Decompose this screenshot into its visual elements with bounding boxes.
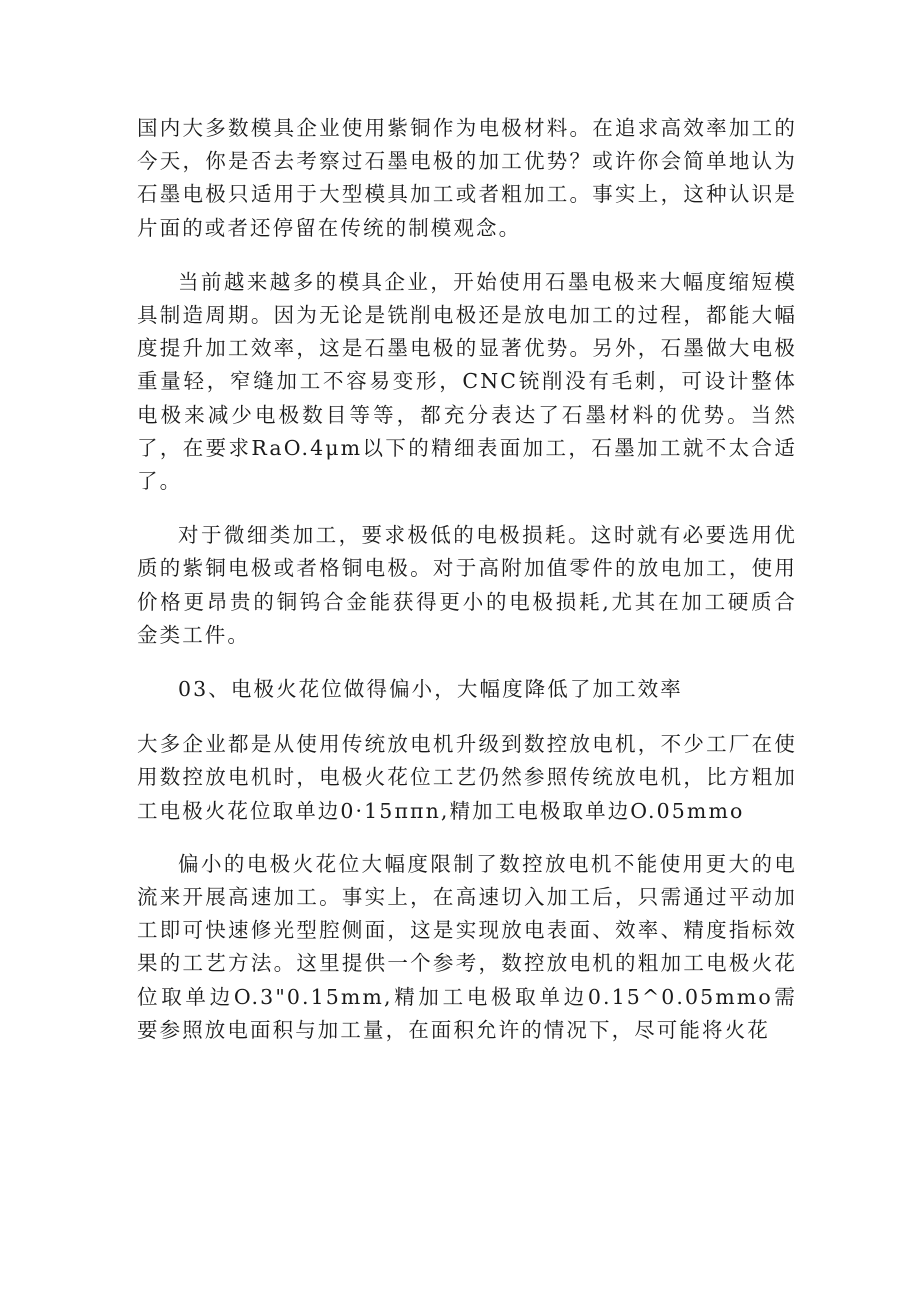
paragraph-cnc-upgrade: 大多企业都是从使用传统放电机升级到数控放电机，不少工厂在使用数控放电机时，电极火花位工艺仍然参照传统放电机，比方粗加工电极火花位取单边0·15ππn,精加工电极取单边O.05mmo — [137, 732, 797, 823]
paragraph-graphite-intro: 国内大多数模具企业使用紫铜作为电极材料。在追求高效率加工的今天，你是否去考察过石墨电极的加工优势？或许你会简单地认为石墨电极只适用于大型模具加工或者粗加工。事实上，这种认识是片面的或者还停留在传统的制模观念。 — [137, 116, 797, 240]
paragraph-spark-gap-reference: 偏小的电极火花位大幅度限制了数控放电机不能使用更大的电流来开展高速加工。事实上，在高速切入加工后，只需通过平动加工即可快速修光型腔侧面，这是实现放电表面、效率、精度指标效果的工艺方法。这里提供一个参考，数控放电机的粗加工电极火花位取单边O.3"0.15mm,精加工电极取单边0.15^0.05mmo需要参照放电面积与加工量，在面积允许的情况下，尽可能将火花 — [137, 851, 797, 1042]
paragraph-micro-machining: 对于微细类加工，要求极低的电极损耗。这时就有必要选用优质的紫铜电极或者格铜电极。对于高附加值零件的放电加工，使用价格更昂贵的铜钨合金能获得更小的电极损耗,尤其在加工硬质合金类工件。 — [137, 523, 797, 647]
section-heading-spark-gap: 03、电极火花位做得偏小，大幅度降低了加工效率 — [178, 677, 683, 702]
paragraph-graphite-advantages: 当前越来越多的模具企业，开始使用石墨电极来大幅度缩短模具制造周期。因为无论是铣削电极还是放电加工的过程，都能大幅度提升加工效率，这是石墨电极的显著优势。另外，石墨做大电极重量轻，窄缝加工不容易变形，CNC铳削没有毛刺，可设计整体电极来减少电极数目等等，都充分表达了石墨材料的优势。当然了，在要求RaO.4μm以下的精细表面加工，石墨加工就不太合适了。 — [137, 269, 797, 494]
document-body — [137, 112, 797, 1068]
